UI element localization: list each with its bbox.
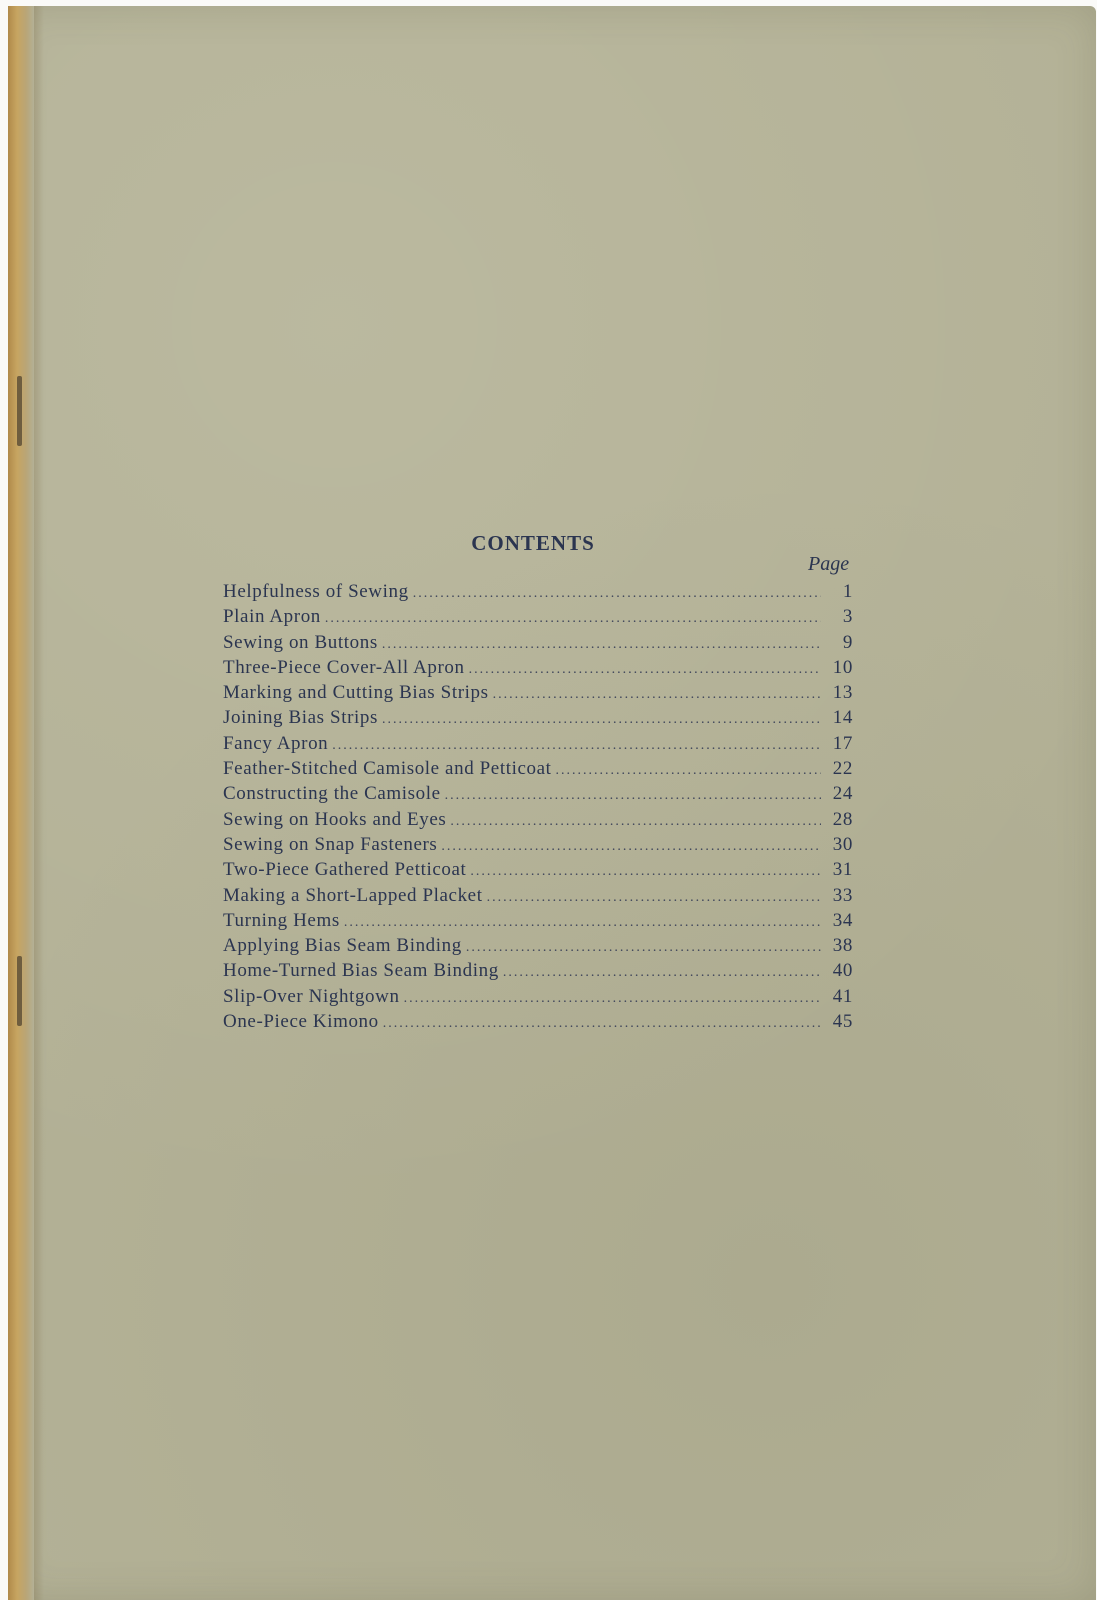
entry-title: Joining Bias Strips [223,707,378,729]
contents-heading: CONTENTS [471,531,595,555]
entry-title: Helpfulness of Sewing [223,581,409,602]
entry-page-number: 28 [832,808,853,830]
contents-entry [223,733,853,758]
entry-title: Home-Turned Bias Seam Binding [223,960,499,982]
dot-leader [325,611,821,627]
entry-title: Constructing the Camisole [223,783,441,805]
entry-title: Three-Piece Cover-All Apron [223,656,465,678]
contents-entry [223,834,853,859]
entry-title: Marking and Cutting Bias Strips [223,682,489,704]
contents-entry [223,783,853,808]
contents-entry [223,960,853,985]
entry-title: Applying Bias Seam Binding [223,935,462,957]
dot-leader [503,965,821,981]
entry-page-number: 31 [832,859,853,881]
dot-leader [466,940,821,956]
entry-title: Two-Piece Gathered Petticoat [223,859,467,881]
entry-page-number: 13 [832,682,853,704]
dot-leader [470,864,821,880]
staple [17,956,22,1026]
dot-leader [469,662,821,678]
dot-leader [382,712,821,728]
entry-title: Sewing on Hooks and Eyes [223,808,447,830]
entry-title: Sewing on Buttons [223,631,378,653]
entry-page-number: 30 [832,833,853,855]
entry-page-number: 17 [832,732,853,754]
entry-title: One-Piece Kimono [223,1011,379,1033]
dot-leader [441,839,821,855]
entry-page-number: 33 [832,884,853,906]
dot-leader [332,738,821,754]
entry-page-number: 24 [832,783,853,805]
table-of-contents [218,531,868,1033]
contents-entry [223,809,853,834]
contents-entry [223,657,853,682]
entry-page-number: 14 [832,707,853,729]
contents-entry [223,606,853,631]
entry-title: Slip-Over Nightgown [223,985,400,1007]
entry-page-number: 1 [842,581,853,602]
dot-leader [382,637,821,653]
contents-entry [223,859,853,884]
book-page [8,6,1096,1600]
dot-leader [404,991,821,1007]
entry-page-number: 40 [832,960,853,982]
book-spine [8,6,34,1600]
spine-shadow [34,6,44,1600]
contents-entry [223,632,853,657]
contents-entry [223,1011,853,1036]
page-column-label: Page [808,553,850,575]
entry-title: Plain Apron [223,606,321,628]
contents-entry [223,935,853,960]
contents-entry [223,758,853,783]
entry-title: Turning Hems [223,909,340,931]
entry-title: Making a Short-Lapped Placket [223,884,483,906]
dot-leader [383,1016,821,1032]
dot-leader [413,586,821,602]
entry-title: Sewing on Snap Fasteners [223,833,438,855]
dot-leader [450,814,821,830]
contents-entry [223,910,853,935]
entry-title: Feather-Stitched Camisole and Petticoat [223,758,552,780]
contents-entry [223,986,853,1011]
contents-entry [223,682,853,707]
entry-page-number: 41 [832,985,853,1007]
staple [17,376,22,446]
dot-leader [445,788,821,804]
contents-entry [223,707,853,732]
entry-page-number: 3 [842,606,853,628]
contents-entry [223,885,853,910]
entry-page-number: 9 [842,631,853,653]
dot-leader [344,915,821,931]
dot-leader [487,890,821,906]
entry-page-number: 38 [832,935,853,957]
dot-leader [556,763,821,779]
dot-leader [493,687,821,703]
entry-title: Fancy Apron [223,732,329,754]
contents-list [223,581,853,1036]
entry-page-number: 10 [832,656,853,678]
entry-page-number: 34 [832,909,853,931]
entry-page-number: 45 [832,1011,853,1033]
entry-page-number: 22 [832,758,853,780]
contents-entry [223,581,853,606]
